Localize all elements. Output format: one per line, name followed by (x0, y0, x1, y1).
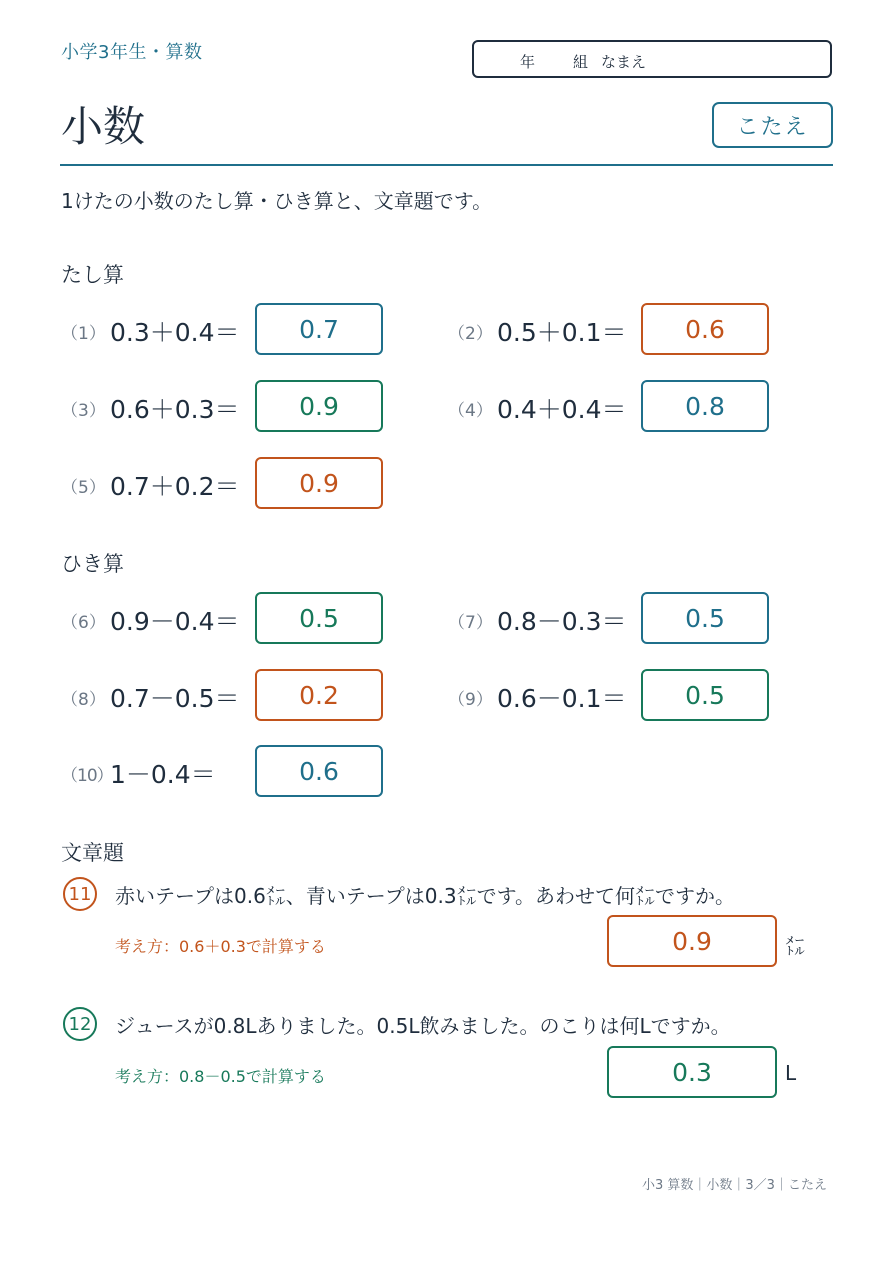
problem-10-answer: 0.6 (255, 745, 383, 797)
problem-8-expression: 0.7－0.5＝ (110, 684, 240, 713)
problem-2-expression: 0.5＋0.1＝ (497, 318, 627, 347)
problem-9-answer: 0.5 (641, 669, 769, 721)
problem-1-answer: 0.7 (255, 303, 383, 355)
problem-9-number: （9） (448, 690, 493, 710)
problem-5-number: （5） (61, 478, 106, 498)
name-label: なまえ (601, 53, 647, 71)
problem-7-number: （7） (448, 613, 493, 633)
problem-6-number: （6） (61, 613, 106, 633)
section-word-problems: 文章題 (61, 841, 124, 865)
problem-1-expression: 0.3＋0.4＝ (110, 318, 240, 347)
word-problem-11-text: 赤いテープは0.6㍍、青いテープは0.3㍍です。あわせて何㍍ですか。 (115, 884, 736, 908)
problem-3-expression: 0.6＋0.3＝ (110, 395, 240, 424)
problem-4-expression: 0.4＋0.4＝ (497, 395, 627, 424)
problem-10-expression: 1－0.4＝ (110, 760, 216, 789)
word-problem-11-answer: 0.9 (607, 915, 777, 967)
word-problem-11-number: 11 (63, 877, 97, 911)
answer-badge: こたえ (712, 102, 833, 148)
name-box[interactable] (472, 40, 832, 78)
problem-7-answer: 0.5 (641, 592, 769, 644)
word-problem-11-hint: 考え方：0.6＋0.3で計算する (115, 937, 326, 956)
title-divider (60, 164, 833, 166)
problem-5-expression: 0.7＋0.2＝ (110, 472, 240, 501)
word-problem-12-text: ジュースが0.8Lありました。0.5L飲みました。のこりは何Lですか。 (115, 1014, 731, 1038)
problem-6-expression: 0.9－0.4＝ (110, 607, 240, 636)
section-addition: たし算 (61, 263, 124, 287)
problem-10-number: （10） (61, 766, 113, 786)
problem-7-expression: 0.8－0.3＝ (497, 607, 627, 636)
subject-label: 小学3年生・算数 (61, 42, 203, 63)
word-problem-12-answer: 0.3 (607, 1046, 777, 1098)
class-label: 組 (573, 53, 589, 71)
word-problem-12-number: 12 (63, 1007, 97, 1041)
problem-2-answer: 0.6 (641, 303, 769, 355)
year-label: 年 (520, 53, 536, 71)
problem-4-answer: 0.8 (641, 380, 769, 432)
problem-9-expression: 0.6－0.1＝ (497, 684, 627, 713)
problem-6-answer: 0.5 (255, 592, 383, 644)
word-problem-12-unit: L (785, 1061, 797, 1085)
section-subtraction: ひき算 (61, 552, 124, 576)
page-footer: 小3 算数｜小数｜3／3｜こたえ (642, 1178, 827, 1193)
problem-8-answer: 0.2 (255, 669, 383, 721)
problem-8-number: （8） (61, 690, 106, 710)
problem-1-number: （1） (61, 324, 106, 344)
word-problem-12-hint: 考え方：0.8－0.5で計算する (115, 1067, 326, 1086)
page-title: 小数 (61, 102, 146, 151)
intro-text: 1けたの小数のたし算・ひき算と、文章題です。 (61, 189, 493, 213)
problem-3-number: （3） (61, 401, 106, 421)
problem-2-number: （2） (448, 324, 493, 344)
problem-5-answer: 0.9 (255, 457, 383, 509)
word-problem-11-unit: ㍍ (785, 934, 805, 958)
problem-3-answer: 0.9 (255, 380, 383, 432)
problem-4-number: （4） (448, 401, 493, 421)
